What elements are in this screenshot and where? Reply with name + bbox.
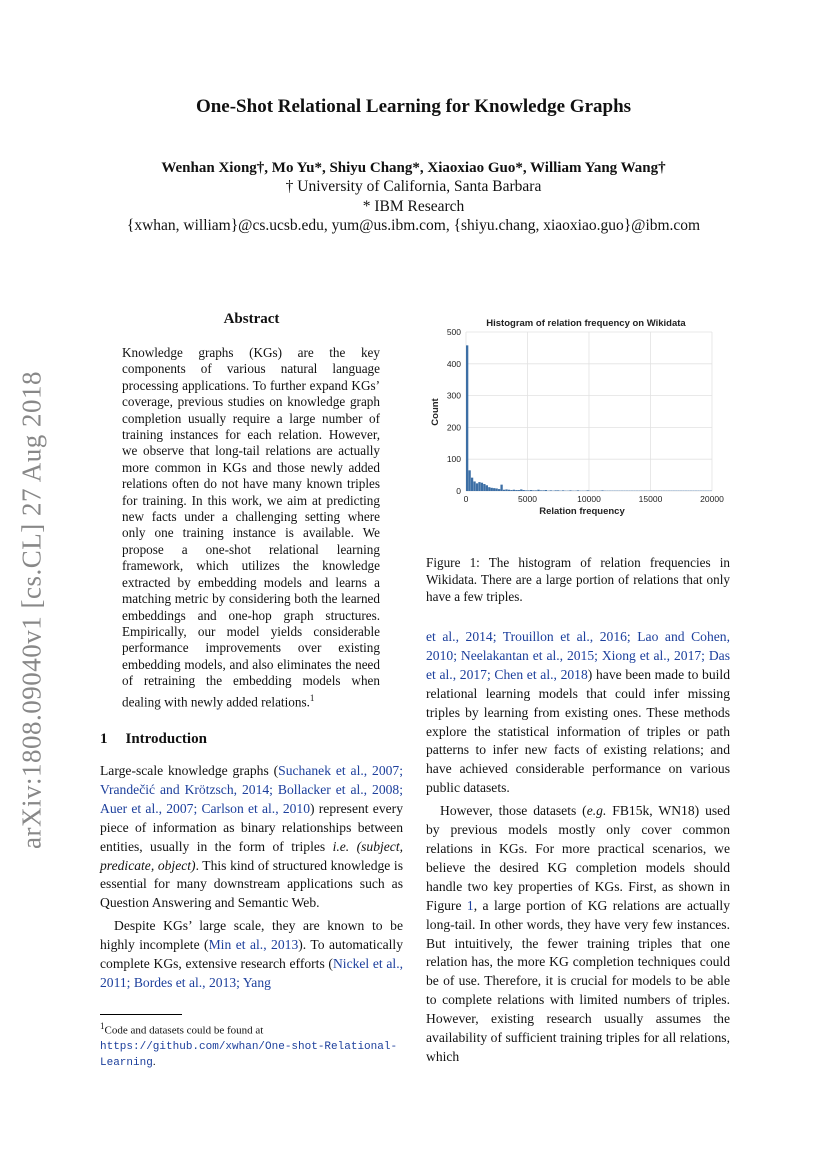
histogram-bar	[505, 489, 507, 491]
y-tick-label: 200	[446, 422, 461, 433]
histogram-bar	[486, 485, 488, 491]
y-axis-label: Count	[430, 398, 441, 426]
arxiv-id-label: arXiv:1808.09040v1 [cs.CL] 27 Aug 2018	[16, 371, 47, 849]
histogram-bar	[601, 490, 603, 491]
citation-link[interactable]: Suchanek et al., 2007; Vrandečić and Krötzsch, 2014; Bollacker et al., 2008; Auer et al., 2007; Carlson et al., 2010	[100, 763, 403, 816]
paragraph: et al., 2014; Trouillon et al., 2016; Lao and Cohen, 2010; Neelakantan et al., 2015; Xiong et al., 2017; Das et al., 2017; Chen et al., 2018) have been made to build relational learning models that could infer missing triples by learning from existing ones. These methods explore the statistical information of triples or path patterns to infer new facts of existing relations; and have achieved considerable performance on various public datasets.	[426, 629, 730, 796]
y-tick-label: 0	[456, 486, 461, 496]
paper-title: One-Shot Relational Learning for Knowledge Graphs	[195, 96, 632, 117]
histogram-bar	[542, 490, 544, 491]
paragraph: Large-scale knowledge graphs (Suchanek et al., 2007; Vrandečić and Krötzsch, 2014; Bollacker et al., 2008; Auer et al., 2007; Carlson et al., 2010) represent every piece of information as binary relationships between entities, usually in the form of triples i.e. (subject, predicate, object). This kind of structured knowledge is essential for many downstream applications such as Question Answering and Semantic Web.	[100, 763, 404, 911]
right-column-body	[426, 628, 730, 1067]
section-number: 1	[100, 731, 108, 747]
citation-link[interactable]: et al., 2014; Trouillon et al., 2016; Lao and Cohen, 2010; Neelakantan et al., 2015; Xiong et al., 2017; Das et al., 2017; Chen et al., 2018	[426, 629, 730, 682]
histogram-bar	[569, 490, 571, 491]
histogram-bar	[540, 490, 542, 491]
y-tick-label: 100	[446, 454, 461, 465]
histogram-bar	[545, 490, 547, 491]
paragraph: Despite KGs’ large scale, they are known to be highly incomplete (Min et al., 2013). To automatically complete KGs, extensive research efforts (Nickel et al., 2011; Bordes et al., 2013; Yang	[100, 918, 403, 990]
figure-ref-link[interactable]: 1	[466, 897, 474, 913]
section-heading-introduction	[100, 731, 207, 748]
histogram-bar	[468, 470, 470, 491]
footnote-text: Code and datasets could be found at	[104, 1024, 264, 1037]
histogram-bar	[500, 485, 502, 491]
histogram-bar	[557, 490, 559, 491]
histogram-bar	[498, 489, 500, 491]
paragraph: However, those datasets (e.g. FB15k, WN18) used by previous models mostly only cover common relations in KGs. For more practical scenarios, we believe the desired KG completion models should handle two key properties of KGs. First, as shown in Figure 1, a large portion of KG relations are actually long-tail. In other words, they have very few instances. But intuitively, the fewer training triples that one relation has, the more KG completion techniques could be of use. Therefore, it is crucial for models to be able to complete relations with limited numbers of triples. However, existing research usually assumes the availability of sufficient training triples for all relations, which	[426, 803, 730, 1064]
arxiv-sidebar-stamp	[12, 330, 52, 890]
histogram-bar	[478, 482, 480, 491]
figure-caption: Figure 1: The histogram of relation frequencies in Wikidata. There are a large portion of relations that only have a few triples.	[426, 555, 730, 604]
histogram-bar	[535, 490, 537, 491]
histogram-bar	[473, 481, 475, 491]
histogram-bar	[513, 490, 515, 491]
relation-frequency-histogram	[426, 316, 730, 521]
footnote: $^1$Code and datasets could be found at https://github.com/xwhan/One-shot-Relational-Learning.	[100, 1021, 398, 1069]
histogram-bar	[503, 490, 505, 491]
histogram-bar	[530, 490, 532, 491]
abstract-heading: Abstract	[223, 311, 280, 327]
histogram-bar	[493, 488, 495, 491]
affiliation-ibm: * IBM Research	[362, 198, 465, 215]
histogram-bar	[532, 490, 534, 491]
x-tick-label: 5000	[518, 494, 537, 504]
histogram-bar	[471, 478, 473, 491]
histogram-bar	[528, 490, 530, 491]
x-tick-label: 10000	[577, 494, 601, 504]
histogram-bar	[577, 490, 579, 491]
y-tick-label: 300	[446, 390, 461, 401]
y-tick-label: 500	[446, 327, 461, 337]
histogram-bar	[496, 488, 498, 491]
x-tick-label: 20000	[700, 494, 724, 504]
histogram-bar	[466, 345, 468, 491]
histogram-bar	[555, 490, 557, 491]
abstract-footnote-mark: 1	[309, 692, 315, 703]
x-axis-label: Relation frequency	[539, 506, 625, 517]
y-tick-label: 400	[446, 358, 461, 369]
chart-title: Histogram of relation frequency on Wikidata	[486, 318, 686, 329]
abstract-body	[122, 345, 380, 710]
x-tick-label: 0	[463, 494, 469, 504]
histogram-bar	[508, 490, 510, 491]
histogram-bar	[515, 490, 517, 491]
chart-gridlines	[466, 332, 712, 491]
y-axis-ticks	[447, 327, 461, 496]
citation-link[interactable]: Nickel et al., 2011; Bordes et al., 2013; Yang	[100, 956, 403, 990]
histogram-bar	[537, 490, 539, 491]
author-list: Wenhan Xiong†, Mo Yu*, Shiyu Chang*, Xiaoxiao Guo*, William Yang Wang†	[161, 160, 666, 176]
histogram-bar	[525, 490, 527, 491]
histogram-bar	[476, 483, 478, 491]
histogram-bar	[550, 490, 552, 491]
github-link[interactable]: https://github.com/xwhan/One-shot-Relational-Learning	[100, 1040, 398, 1069]
histogram-bar	[562, 490, 564, 491]
left-column-body	[100, 762, 403, 993]
x-tick-label: 15000	[638, 494, 663, 504]
histogram-bar	[510, 490, 512, 491]
histogram-bar	[483, 484, 485, 491]
histogram-bar	[491, 488, 493, 491]
histogram-bar	[520, 489, 522, 491]
histogram-bar	[488, 487, 490, 491]
author-emails: {xwhan, william}@cs.ucsb.edu, yum@us.ibm.com, {shiyu.chang, xiaoxiao.guo}@ibm.com	[126, 217, 701, 234]
histogram-bar	[587, 490, 589, 491]
histogram-bar	[523, 490, 525, 491]
footnote-divider	[100, 1014, 182, 1015]
histogram-bar	[481, 483, 483, 491]
citation-link[interactable]: Min et al., 2013	[208, 937, 299, 953]
abstract-text: Knowledge graphs (KGs) are the key components of various natural language processing applications. To further expand KGs’ coverage, previous studies on knowledge graph completion usually require a large number of training instances for each relation. However, we observe that long-tail relations are actually more common in KGs and those newly added relations often do not have many known triples for training. In this work, we aim at predicting new facts under a challenging setting where only one training instance is available. We propose a one-shot relational learning framework, which utilizes the knowledge extracted by embedding models and learns a matching metric by considering both the learned embeddings and one-hop graph structures. Empirically, our model yields considerable performance improvements over existing embedding models, and also eliminates the need of retraining the embedding models when dealing with newly added relations.	[122, 345, 380, 709]
x-axis-ticks	[464, 494, 724, 504]
footnote-mark: 1	[100, 1021, 105, 1031]
affiliation-ucsb: † University of California, Santa Barbara	[285, 178, 542, 195]
section-title: Introduction	[125, 731, 207, 747]
histogram-bar	[518, 490, 520, 491]
